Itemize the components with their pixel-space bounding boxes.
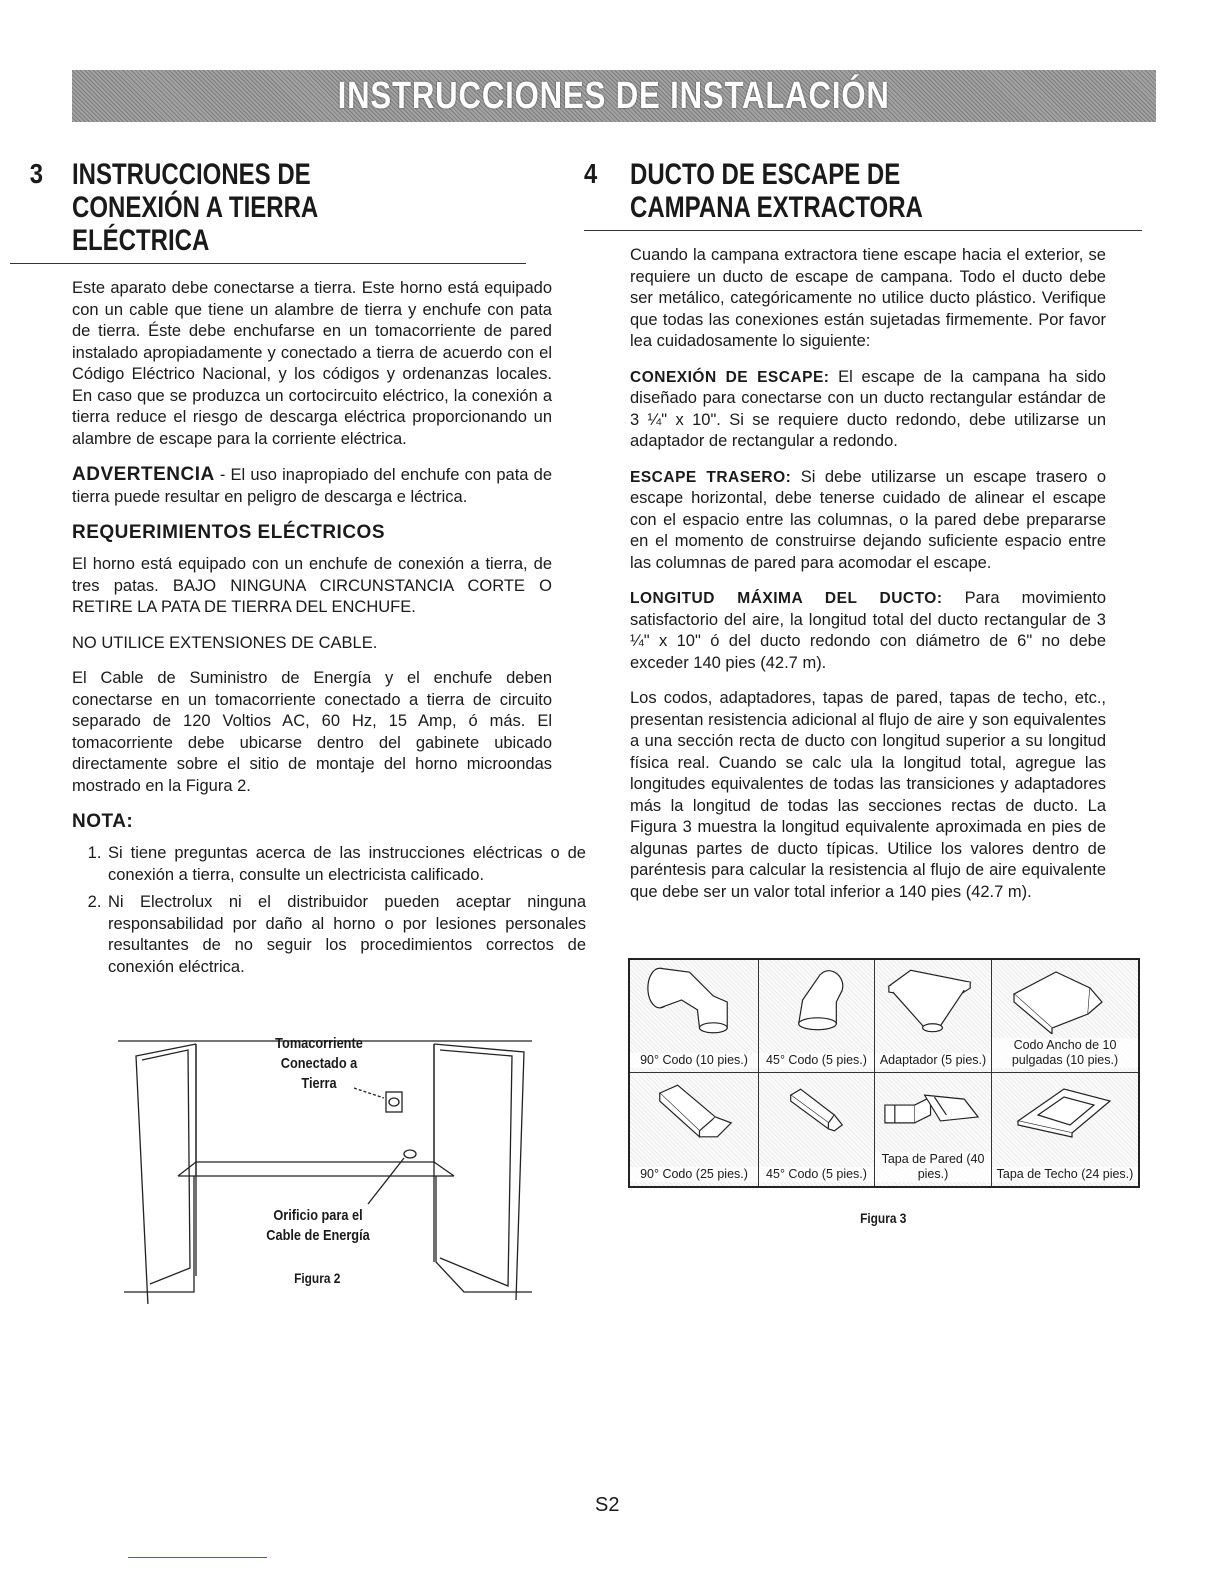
adapter-icon bbox=[875, 962, 991, 1034]
duct-part-wide-elbow bbox=[992, 960, 1138, 1073]
duct-part-label: Codo Ancho de 10 pulgadas (10 pies.) bbox=[992, 1038, 1138, 1068]
max-length-text: Para movimiento satisfactorio del aire, la longitud total del ducto rectangular de 3 ¼" x 10" ó del ducto redondo con diámetro de 6" no debe exceder 140 pies (42.7 m). bbox=[630, 589, 1107, 672]
elbow-90-icon bbox=[630, 962, 758, 1034]
warning-text: - El uso inapropiado del enchufe con pata de tierra puede resultar en peligro de descarga e léctrica. bbox=[72, 466, 552, 506]
page-banner bbox=[72, 70, 1156, 122]
section-4-heading bbox=[584, 158, 1142, 231]
max-length-label: LONGITUD MÁXIMA DEL DUCTO: bbox=[630, 590, 943, 607]
grounding-intro: Este aparato debe conectarse a tierra. Este horno está equipado con un cable que tiene un alambre de tierra y enchufe con pata de tierra. Éste debe enchufarse en un tomacorriente de pared instalado apropiadamente y conectado a tierra de acuerdo con el Código Eléctrico Nacional, y los códigos y ordenanzas locales. En caso que se produzca un cortocircuito eléctrico, la conexión a tierra reduce el riesgo de descarga eléctrica proporcionando un alambre de escape para la corriente eléctrica. bbox=[72, 279, 552, 448]
exhaust-connection-label: CONEXIÓN DE ESCAPE: bbox=[630, 368, 830, 386]
duct-part-label: 90° Codo (10 pies.) bbox=[630, 1053, 758, 1068]
duct-part-label: 90° Codo (25 pies.) bbox=[630, 1167, 758, 1182]
duct-part-label: Tapa de Pared (40 pies.) bbox=[875, 1152, 991, 1182]
figure-3-duct-parts bbox=[628, 958, 1140, 1188]
requirements-paragraph-2: NO UTILICE EXTENSIONES DE CABLE. bbox=[72, 633, 378, 652]
duct-part-adapter bbox=[875, 960, 992, 1073]
elbows-paragraph: Los codos, adaptadores, tapas de pared, tapas de techo, etc., presentan resistencia adicional al flujo de aire y son equivalentes a una sección recta de ducto con longitud superior a su longitud física real. Cuando se calc ula la longitud total, agregue las longitudes equivalentes de todas las transiciones y adaptadores más la longitud de todas las secciones rectas de ducto. La Figura 3 muestra la longitud equivalente aproximada en pies de algunas partes de ducto típicas. Utilice los valores dentro de paréntesis para calcular la resistencia al flujo de aire equivalente que debe ser un valor total inferior a 140 pies (42.7 m). bbox=[630, 689, 1106, 901]
elbow-45-icon bbox=[759, 962, 874, 1034]
section-exhaust-duct bbox=[584, 158, 1142, 917]
duct-part-label: 45° Codo (5 pies.) bbox=[759, 1053, 874, 1068]
wall-cap-icon bbox=[875, 1075, 991, 1147]
outlet-label: Tomacorriente Conectado a Tierra bbox=[275, 1035, 363, 1092]
requirements-paragraph-3: El Cable de Suministro de Energía y el enchufe deben conectarse en un tomacorriente conectado a tierra de circuito separado de 120 Voltios AC, 60 Hz, 15 Amp, ó más. El tomacorriente debe ubicarse dentro del gabinete ubicado directamente sobre el sitio de montaje del horno microondas mostrado en la Figura 2. bbox=[72, 669, 552, 795]
requirements-paragraph-1: El horno está equipado con un enchufe de conexión a tierra, de tres patas. BAJO NINGUNA CIRCUNSTANCIA CORTE O RETIRE LA PATA DE TIERRA DEL ENCHUFE. bbox=[72, 555, 552, 616]
note-list bbox=[72, 843, 586, 978]
rear-exhaust-paragraph bbox=[630, 467, 1106, 575]
duct-part-90-elbow-flat bbox=[630, 1073, 759, 1186]
figure-3-caption: Figura 3 bbox=[860, 1210, 907, 1226]
section-number: 3 bbox=[29, 158, 43, 189]
section-number: 4 bbox=[584, 158, 598, 189]
warning-paragraph bbox=[72, 464, 552, 508]
duct-intro: Cuando la campana extractora tiene escape hacia el exterior, se requiere un ducto de escape de campana. Todo el ducto debe ser metálico, categóricamente no utilice ducto plástico. Verifique que todas las conexiones están sujetadas firmemente. Por favor lea cuidadosamente lo siguiente: bbox=[630, 246, 1106, 350]
duct-part-label: Tapa de Techo (24 pies.) bbox=[992, 1167, 1138, 1182]
duct-part-90-elbow bbox=[630, 960, 759, 1073]
roof-cap-icon bbox=[992, 1075, 1138, 1147]
note-heading: NOTA: bbox=[72, 811, 134, 832]
figure-2-caption: Figura 2 bbox=[294, 1270, 341, 1286]
duct-part-wall-cap bbox=[875, 1073, 992, 1186]
exhaust-connection-text: El escape de la campana ha sido diseñado para conectarse con un ducto rectangular estándar de 3 ¼" x 10". Si se requiere ducto redondo, debe utilizarse un adaptador de rectangular a redondo. bbox=[630, 367, 1106, 450]
duct-part-45-elbow-flat bbox=[759, 1073, 875, 1186]
section-title: DUCTO DE ESCAPE DE CAMPANA EXTRACTORA bbox=[630, 158, 923, 224]
duct-part-45-elbow bbox=[759, 960, 875, 1073]
cable-hole-label: Orificio para el Cable de Energía bbox=[266, 1207, 370, 1244]
rear-exhaust-label: ESCAPE TRASERO: bbox=[630, 468, 792, 486]
flat-elbow-45-icon bbox=[759, 1075, 874, 1147]
duct-part-roof-cap bbox=[992, 1073, 1138, 1186]
footer-rule bbox=[128, 1557, 267, 1558]
section-3-heading bbox=[10, 158, 526, 264]
page-number: S2 bbox=[595, 1494, 620, 1516]
max-length-paragraph bbox=[630, 588, 1106, 674]
figure-2-cabinet-diagram bbox=[118, 1036, 538, 1304]
wide-elbow-icon bbox=[992, 962, 1138, 1034]
duct-part-label: Adaptador (5 pies.) bbox=[875, 1053, 991, 1068]
duct-part-label: 45° Codo (5 pies.) bbox=[759, 1167, 874, 1182]
exhaust-connection-paragraph bbox=[630, 367, 1106, 453]
note-item: 1. Si tiene preguntas acerca de las instrucciones eléctricas o de conexión a tierra, consulte un electricista calificado. bbox=[106, 843, 586, 886]
section-title: INSTRUCCIONES DE CONEXIÓN A TIERRA ELÉCTRICA bbox=[72, 158, 319, 257]
flat-elbow-90-icon bbox=[630, 1075, 758, 1147]
section-grounding bbox=[29, 158, 588, 984]
requirements-heading: REQUERIMIENTOS ELÉCTRICOS bbox=[72, 522, 386, 543]
rear-exhaust-text: Si debe utilizarse un escape trasero o escape horizontal, debe tenerse cuidado de alinear el escape con el espacio entre las columnas, o la pared debe prepararse en el momento de construirse dejando suficiente espacio entre las columnas de pared para acomodar el escape. bbox=[630, 467, 1106, 572]
warning-label: ADVERTENCIA bbox=[72, 464, 215, 485]
note-item: 2. Ni Electrolux ni el distribuidor pueden aceptar ninguna responsabilidad por daño al horno o por lesiones personales resultantes de no seguir los procedimientos correctos de conexión eléctrica. bbox=[106, 892, 586, 978]
banner-title: INSTRUCCIONES DE INSTALACIÓN bbox=[337, 74, 891, 117]
